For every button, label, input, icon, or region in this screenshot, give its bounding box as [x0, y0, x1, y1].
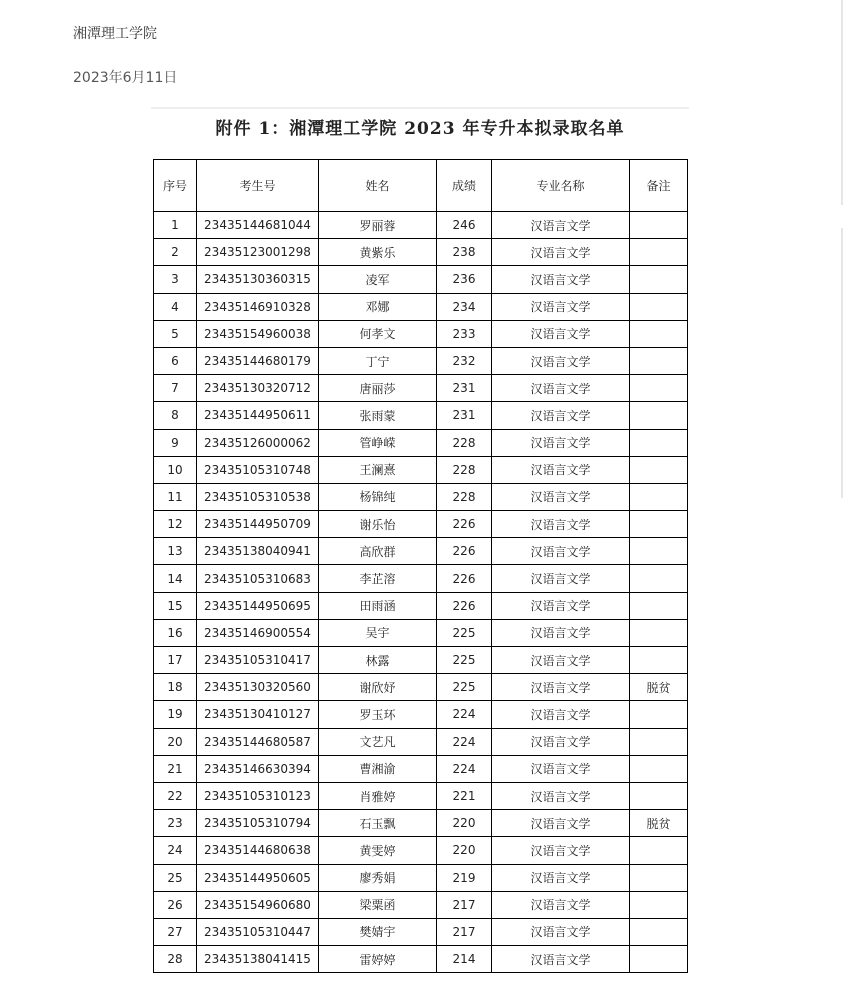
table-row — [154, 918, 688, 945]
cell-remark — [630, 592, 688, 619]
cell-index: 17 — [154, 647, 197, 674]
table-row — [154, 511, 688, 538]
table-row — [154, 293, 688, 320]
cell-remark — [630, 864, 688, 891]
cell-remark — [630, 320, 688, 347]
cell-score: 238 — [437, 239, 492, 266]
admission-table — [153, 159, 688, 973]
cell-exam-id: 23435105310123 — [197, 782, 319, 809]
table-row — [154, 782, 688, 809]
cell-remark — [630, 837, 688, 864]
table-row — [154, 728, 688, 755]
cell-exam-id: 23435146630394 — [197, 755, 319, 782]
cell-major: 汉语言文学 — [492, 402, 630, 429]
cell-exam-id: 23435144680638 — [197, 837, 319, 864]
table-row — [154, 456, 688, 483]
cell-index: 4 — [154, 293, 197, 320]
cell-score: 221 — [437, 782, 492, 809]
col-header-name: 姓名 — [319, 160, 437, 212]
cell-exam-id: 23435105310447 — [197, 918, 319, 945]
cell-major: 汉语言文学 — [492, 511, 630, 538]
cell-name: 文艺凡 — [319, 728, 437, 755]
cell-index: 9 — [154, 429, 197, 456]
cell-exam-id: 23435154960038 — [197, 320, 319, 347]
cell-major: 汉语言文学 — [492, 293, 630, 320]
cell-name: 李芷溶 — [319, 565, 437, 592]
cell-exam-id: 23435123001298 — [197, 239, 319, 266]
cell-score: 214 — [437, 946, 492, 973]
cell-name: 凌军 — [319, 266, 437, 293]
cell-remark — [630, 728, 688, 755]
cell-major: 汉语言文学 — [492, 347, 630, 374]
cell-index: 10 — [154, 456, 197, 483]
cell-remark — [630, 483, 688, 510]
table-row — [154, 946, 688, 973]
cell-remark — [630, 891, 688, 918]
cell-major: 汉语言文学 — [492, 456, 630, 483]
cell-score: 228 — [437, 483, 492, 510]
cell-major: 汉语言文学 — [492, 918, 630, 945]
cell-remark: 脱贫 — [630, 810, 688, 837]
cell-name: 唐丽莎 — [319, 375, 437, 402]
cell-index: 27 — [154, 918, 197, 945]
col-header-major: 专业名称 — [492, 160, 630, 212]
cell-name: 丁宁 — [319, 347, 437, 374]
cell-major: 汉语言文学 — [492, 429, 630, 456]
cell-name: 林露 — [319, 647, 437, 674]
cell-major: 汉语言文学 — [492, 647, 630, 674]
cell-index: 7 — [154, 375, 197, 402]
cell-name: 邓娜 — [319, 293, 437, 320]
cell-exam-id: 23435138040941 — [197, 538, 319, 565]
cell-index: 2 — [154, 239, 197, 266]
cell-remark — [630, 266, 688, 293]
cell-exam-id: 23435105310748 — [197, 456, 319, 483]
cell-index: 21 — [154, 755, 197, 782]
cell-major: 汉语言文学 — [492, 891, 630, 918]
cell-remark: 脱贫 — [630, 674, 688, 701]
cell-exam-id: 23435144950611 — [197, 402, 319, 429]
cell-score: 225 — [437, 619, 492, 646]
cell-score: 246 — [437, 212, 492, 239]
cell-exam-id: 23435144680179 — [197, 347, 319, 374]
cell-remark — [630, 619, 688, 646]
table-row — [154, 592, 688, 619]
cell-score: 233 — [437, 320, 492, 347]
cell-score: 224 — [437, 755, 492, 782]
cell-name: 石玉飘 — [319, 810, 437, 837]
cell-major: 汉语言文学 — [492, 320, 630, 347]
cell-index: 5 — [154, 320, 197, 347]
cell-name: 杨锦纯 — [319, 483, 437, 510]
cell-index: 3 — [154, 266, 197, 293]
cell-score: 231 — [437, 375, 492, 402]
table-row — [154, 755, 688, 782]
cell-major: 汉语言文学 — [492, 375, 630, 402]
cell-score: 226 — [437, 565, 492, 592]
table-row — [154, 212, 688, 239]
cell-exam-id: 23435144950695 — [197, 592, 319, 619]
table-row — [154, 266, 688, 293]
cell-major: 汉语言文学 — [492, 212, 630, 239]
cell-index: 16 — [154, 619, 197, 646]
table-row — [154, 647, 688, 674]
table-row — [154, 864, 688, 891]
cell-score: 217 — [437, 918, 492, 945]
cell-remark — [630, 918, 688, 945]
cell-exam-id: 23435146900554 — [197, 619, 319, 646]
cell-exam-id: 23435105310683 — [197, 565, 319, 592]
cell-major: 汉语言文学 — [492, 538, 630, 565]
cell-remark — [630, 647, 688, 674]
cell-major: 汉语言文学 — [492, 837, 630, 864]
cell-score: 220 — [437, 810, 492, 837]
cell-major: 汉语言文学 — [492, 810, 630, 837]
cell-remark — [630, 946, 688, 973]
cell-major: 汉语言文学 — [492, 592, 630, 619]
cell-remark — [630, 212, 688, 239]
table-row — [154, 810, 688, 837]
cell-name: 管峥嵘 — [319, 429, 437, 456]
cell-index: 14 — [154, 565, 197, 592]
cell-index: 26 — [154, 891, 197, 918]
cell-name: 罗玉环 — [319, 701, 437, 728]
cell-exam-id: 23435138041415 — [197, 946, 319, 973]
cell-index: 13 — [154, 538, 197, 565]
cell-index: 6 — [154, 347, 197, 374]
cell-major: 汉语言文学 — [492, 728, 630, 755]
cell-exam-id: 23435126000062 — [197, 429, 319, 456]
cell-exam-id: 23435105310417 — [197, 647, 319, 674]
cell-major: 汉语言文学 — [492, 864, 630, 891]
cell-remark — [630, 375, 688, 402]
cell-major: 汉语言文学 — [492, 701, 630, 728]
cell-score: 225 — [437, 647, 492, 674]
cell-index: 12 — [154, 511, 197, 538]
cell-score: 231 — [437, 402, 492, 429]
cell-name: 吴宇 — [319, 619, 437, 646]
cell-name: 曹湘渝 — [319, 755, 437, 782]
cell-score: 228 — [437, 456, 492, 483]
cell-index: 24 — [154, 837, 197, 864]
cell-major: 汉语言文学 — [492, 755, 630, 782]
table-body — [154, 212, 688, 973]
table-row — [154, 320, 688, 347]
cell-remark — [630, 511, 688, 538]
cell-score: 226 — [437, 538, 492, 565]
cell-name: 王澜熹 — [319, 456, 437, 483]
cell-exam-id: 23435144950605 — [197, 864, 319, 891]
cell-score: 226 — [437, 511, 492, 538]
cell-major: 汉语言文学 — [492, 483, 630, 510]
cell-remark — [630, 347, 688, 374]
cell-name: 肖雅婷 — [319, 782, 437, 809]
cell-index: 25 — [154, 864, 197, 891]
cell-score: 226 — [437, 592, 492, 619]
cell-index: 11 — [154, 483, 197, 510]
cell-remark — [630, 429, 688, 456]
cell-remark — [630, 755, 688, 782]
cell-name: 谢欣妤 — [319, 674, 437, 701]
cell-name: 黄紫乐 — [319, 239, 437, 266]
cell-index: 15 — [154, 592, 197, 619]
table-row — [154, 565, 688, 592]
cell-index: 23 — [154, 810, 197, 837]
cell-index: 20 — [154, 728, 197, 755]
cell-score: 234 — [437, 293, 492, 320]
cell-name: 罗丽蓉 — [319, 212, 437, 239]
cell-remark — [630, 782, 688, 809]
table-row — [154, 837, 688, 864]
cell-score: 228 — [437, 429, 492, 456]
cell-exam-id: 23435105310794 — [197, 810, 319, 837]
cell-score: 232 — [437, 347, 492, 374]
cell-exam-id: 23435130360315 — [197, 266, 319, 293]
cell-index: 1 — [154, 212, 197, 239]
cell-major: 汉语言文学 — [492, 565, 630, 592]
table-row — [154, 429, 688, 456]
cell-name: 高欣群 — [319, 538, 437, 565]
col-header-exam-id: 考生号 — [197, 160, 319, 212]
attachment-title: 附件 1：湘潭理工学院 2023 年专升本拟录取名单 — [215, 119, 625, 139]
cell-name: 雷婷婷 — [319, 946, 437, 973]
cell-name: 廖秀娟 — [319, 864, 437, 891]
table-row — [154, 538, 688, 565]
cell-name: 黄雯婷 — [319, 837, 437, 864]
cell-major: 汉语言文学 — [492, 266, 630, 293]
cell-exam-id: 23435154960680 — [197, 891, 319, 918]
cell-name: 樊婧宇 — [319, 918, 437, 945]
cell-score: 219 — [437, 864, 492, 891]
cell-index: 19 — [154, 701, 197, 728]
cell-major: 汉语言文学 — [492, 674, 630, 701]
cell-remark — [630, 538, 688, 565]
table-header-row — [154, 160, 688, 212]
table-row — [154, 483, 688, 510]
cell-major: 汉语言文学 — [492, 782, 630, 809]
cell-name: 梁粟函 — [319, 891, 437, 918]
cell-exam-id: 23435144681044 — [197, 212, 319, 239]
col-header-index: 序号 — [154, 160, 197, 212]
cell-remark — [630, 565, 688, 592]
cell-exam-id: 23435144950709 — [197, 511, 319, 538]
cell-score: 224 — [437, 701, 492, 728]
cell-score: 236 — [437, 266, 492, 293]
col-header-remark: 备注 — [630, 160, 688, 212]
cell-index: 28 — [154, 946, 197, 973]
col-header-score: 成绩 — [437, 160, 492, 212]
cell-index: 18 — [154, 674, 197, 701]
cell-score: 217 — [437, 891, 492, 918]
cell-exam-id: 23435105310538 — [197, 483, 319, 510]
table-row — [154, 674, 688, 701]
cell-score: 220 — [437, 837, 492, 864]
cell-exam-id: 23435146910328 — [197, 293, 319, 320]
cell-name: 张雨蒙 — [319, 402, 437, 429]
cell-score: 225 — [437, 674, 492, 701]
cell-remark — [630, 293, 688, 320]
article-source: 湘潭理工学院 — [73, 26, 157, 42]
table-row — [154, 375, 688, 402]
cell-major: 汉语言文学 — [492, 239, 630, 266]
cell-remark — [630, 456, 688, 483]
cell-index: 8 — [154, 402, 197, 429]
cell-remark — [630, 402, 688, 429]
cell-score: 224 — [437, 728, 492, 755]
table-row — [154, 701, 688, 728]
cell-exam-id: 23435130320712 — [197, 375, 319, 402]
table-row — [154, 239, 688, 266]
cell-exam-id: 23435130320560 — [197, 674, 319, 701]
table-row — [154, 402, 688, 429]
cell-exam-id: 23435144680587 — [197, 728, 319, 755]
cell-major: 汉语言文学 — [492, 946, 630, 973]
cell-name: 田雨涵 — [319, 592, 437, 619]
cell-remark — [630, 701, 688, 728]
table-row — [154, 347, 688, 374]
table-row — [154, 891, 688, 918]
cell-name: 谢乐怡 — [319, 511, 437, 538]
cell-name: 何孝文 — [319, 320, 437, 347]
cell-index: 22 — [154, 782, 197, 809]
cell-major: 汉语言文学 — [492, 619, 630, 646]
cell-remark — [630, 239, 688, 266]
publish-date: 2023年6月11日 — [73, 70, 178, 86]
cell-exam-id: 23435130410127 — [197, 701, 319, 728]
table-row — [154, 619, 688, 646]
